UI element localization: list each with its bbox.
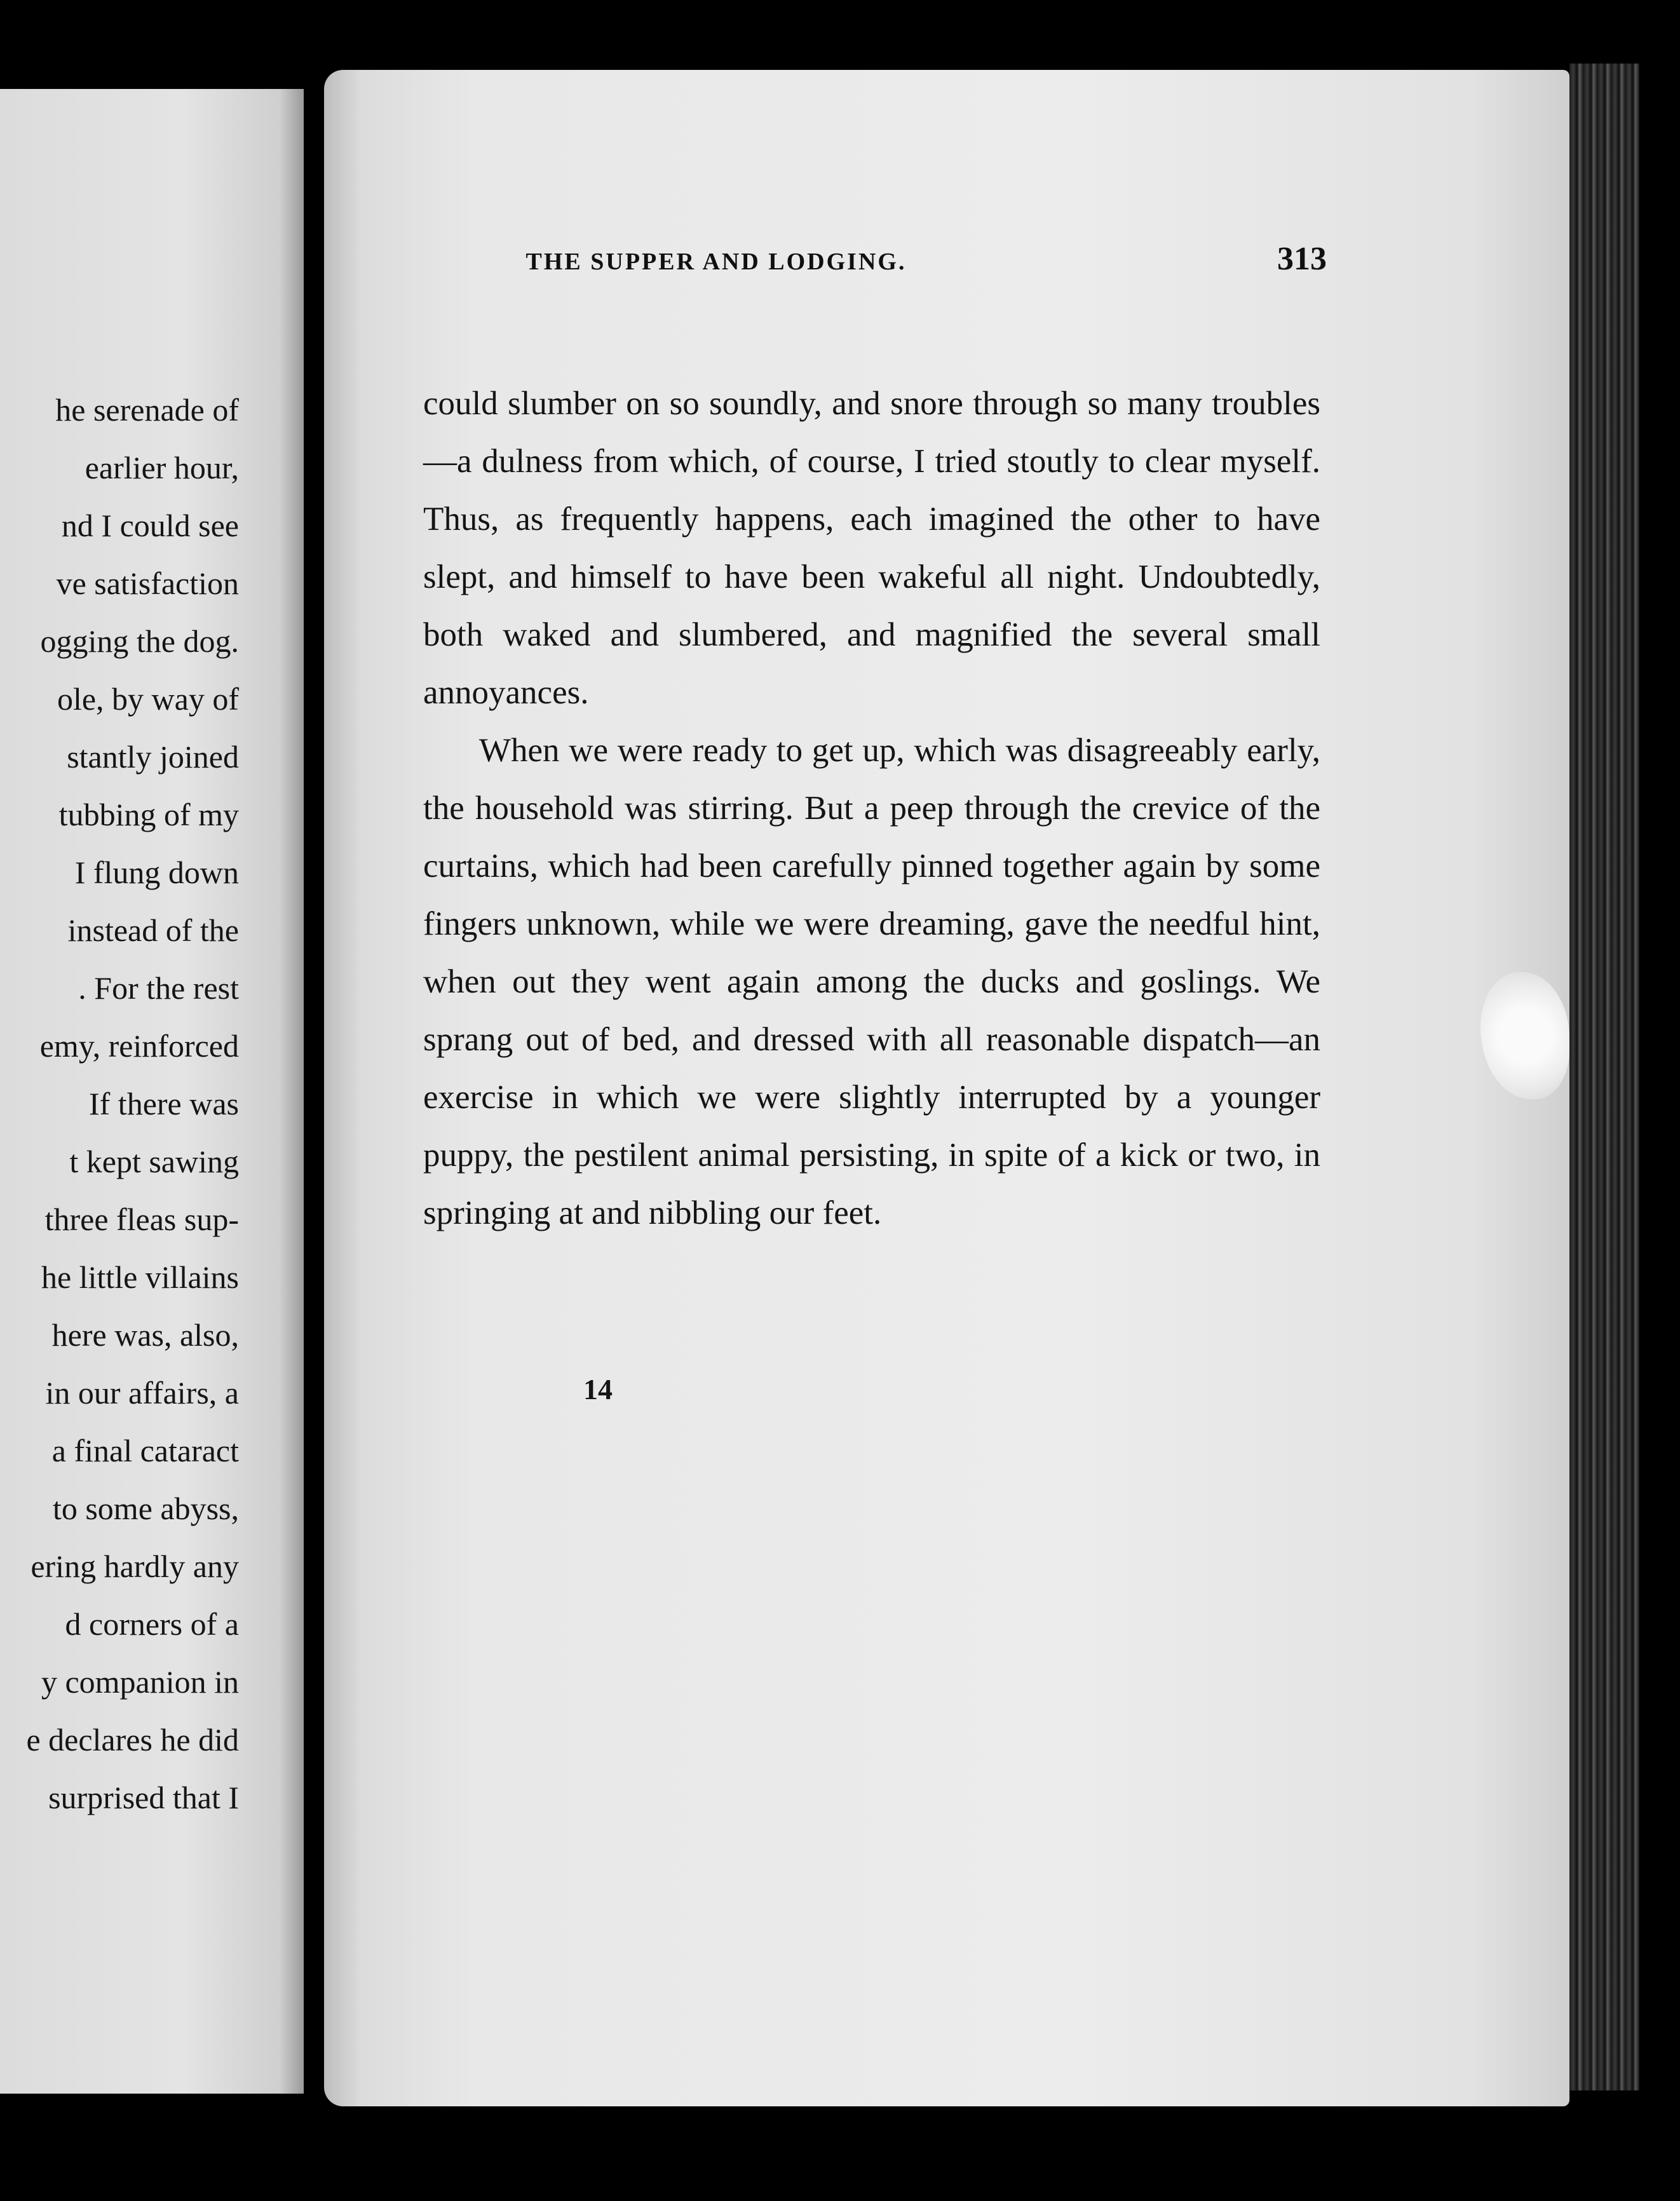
left-line: y companion in	[41, 1664, 239, 1700]
left-line: t kept sawing	[69, 1144, 239, 1179]
page-number: 313	[1277, 241, 1327, 277]
paragraph: When we were ready to get up, which was disagreeably early, the household was stirring. But a peep through the crevice of the curtains, which had been carefully pinned together again by some fingers unknown, while we were dreaming, gave the needful hint, when out they went again among the ducks and goslings. We sprang out of bed, and dressed with all reasonable dispatch—an exercise in which we were slightly interrupted by a younger puppy, the pestilent animal persisting, in spite of a kick or two, in springing at and nibbling our feet.	[423, 732, 1320, 1231]
left-page-text	[26, 381, 239, 1827]
left-line: e declares he did	[26, 1722, 239, 1757]
left-line: he serenade of	[55, 392, 239, 428]
left-line: he little villains	[41, 1259, 239, 1295]
body-text	[423, 375, 1320, 1242]
left-line: nd I could see	[61, 508, 239, 543]
left-line: three fleas sup-	[44, 1202, 239, 1237]
left-line: here was, also,	[51, 1317, 239, 1353]
left-line: . For the rest	[78, 970, 239, 1006]
left-line: d corners of a	[65, 1606, 239, 1642]
running-head	[330, 236, 1327, 287]
left-line: earlier hour,	[85, 450, 239, 485]
left-line: to some abyss,	[52, 1491, 239, 1526]
left-line: I flung down	[74, 855, 239, 890]
left-line: ering hardly any	[30, 1548, 239, 1584]
left-line: ole, by way of	[57, 681, 239, 717]
paragraph: could slumber on so soundly, and snore through so many troubles—a dulness from which, of course, I tried stoutly to clear myself. Thus, as frequently happens, each imagined the other to have slept, and himself to have been wakeful all night. Undoubtedly, both waked and slumbered, and magnified the several small annoyances.	[423, 385, 1320, 711]
left-line: ogging the dog.	[40, 623, 239, 659]
left-line: stantly joined	[67, 739, 239, 775]
left-line: emy, reinforced	[39, 1028, 239, 1064]
signature-mark: 14	[583, 1373, 613, 1405]
left-line: instead of the	[67, 912, 239, 948]
page-edges	[1569, 64, 1639, 2090]
left-line: tubbing of my	[58, 797, 239, 832]
running-title: THE SUPPER AND LODGING.	[525, 248, 907, 275]
left-line: surprised that I	[48, 1780, 239, 1815]
left-line: ve satisfaction	[56, 565, 239, 601]
left-page	[0, 89, 304, 2094]
left-line: in our affairs, a	[45, 1375, 239, 1411]
left-line: a final cataract	[51, 1433, 239, 1468]
left-line: If there was	[89, 1086, 239, 1121]
